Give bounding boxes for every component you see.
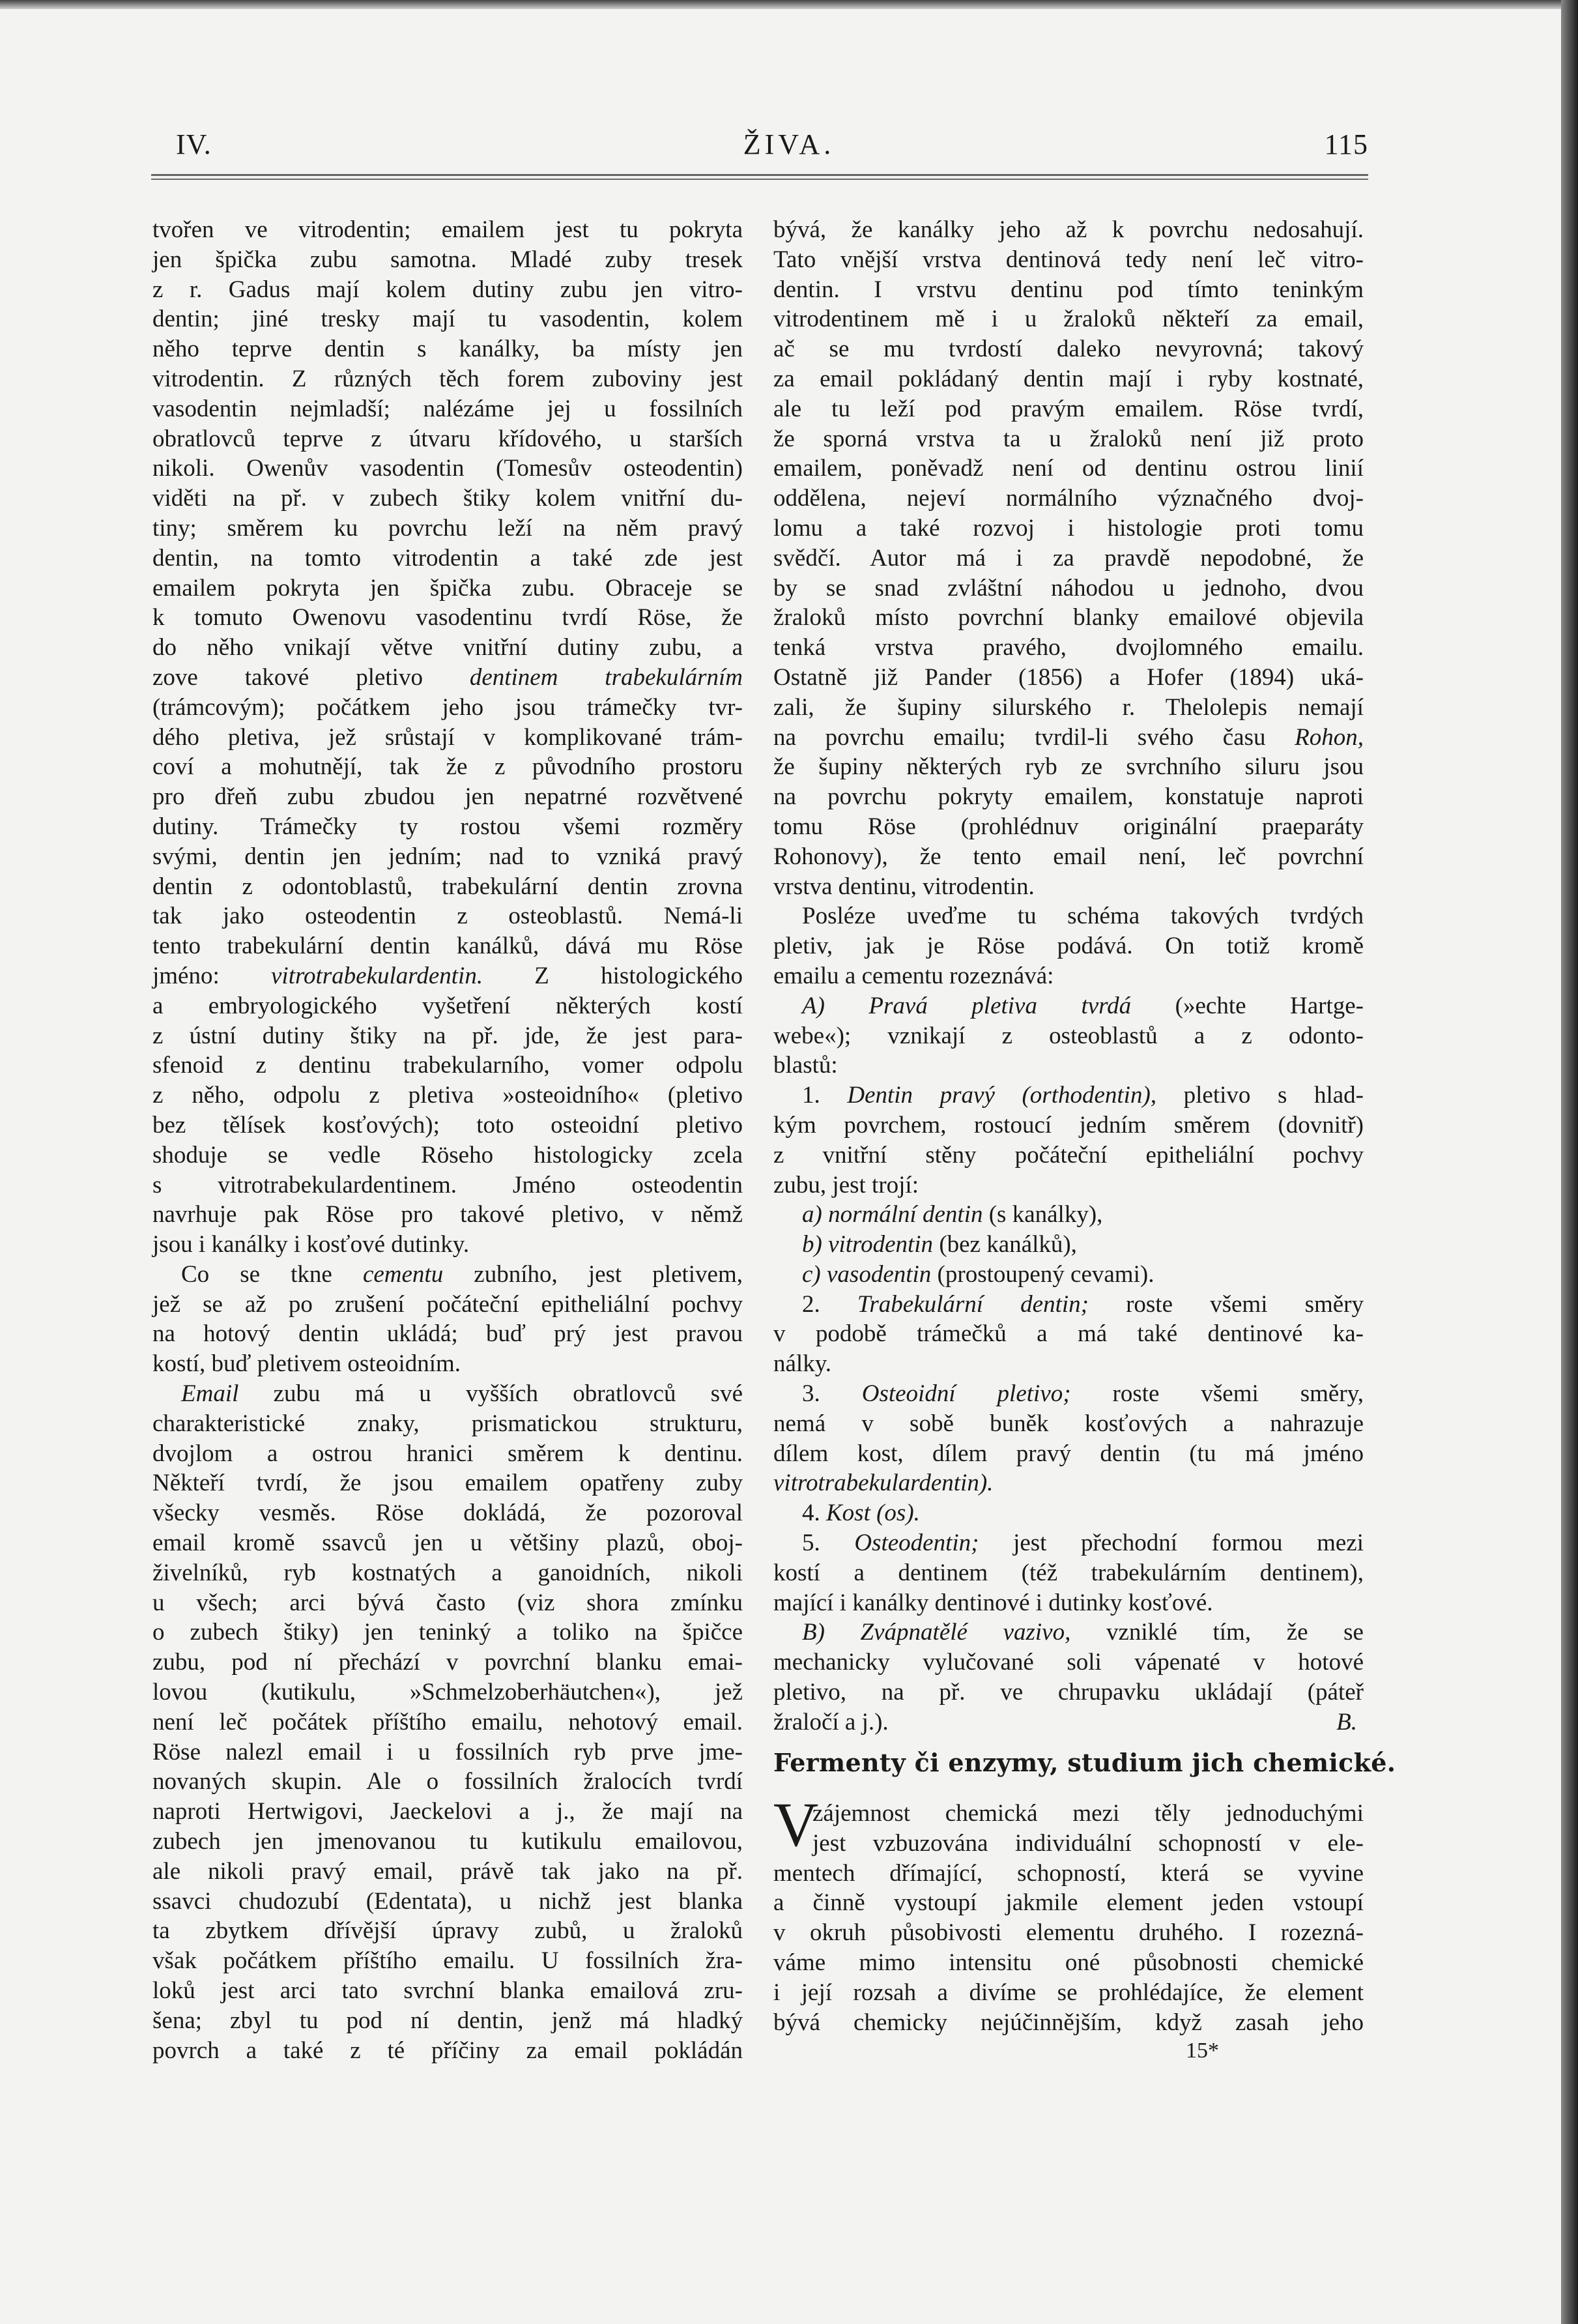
text: kým povrchem, rostoucí jedním směrem (dovnitř) bbox=[773, 1111, 1364, 1139]
text: váme mimo intensitu oné působnosti chemické bbox=[773, 1949, 1364, 1976]
text: Posléze uveďme tu schéma takových tvrdých bbox=[802, 903, 1364, 930]
text: na povrchu emailu; tvrdil-li svého času bbox=[773, 723, 1295, 751]
text-line bbox=[152, 663, 743, 693]
text-line bbox=[773, 1588, 1364, 1618]
text: bez tělísek kosťových); toto osteoidní pletivo bbox=[152, 1111, 743, 1139]
text-line bbox=[152, 1618, 743, 1648]
text: novaných skupin. Ale o fossilních žralocích tvrdí bbox=[152, 1768, 743, 1795]
text: zubu, pod ní přechází v povrchní blanku emai- bbox=[152, 1649, 743, 1676]
text-line bbox=[773, 1290, 1364, 1320]
text-line bbox=[773, 812, 1364, 842]
text-line bbox=[773, 1170, 1364, 1200]
text: emailem pokryta jen špička zubu. Obraceje se bbox=[152, 574, 743, 602]
text-line bbox=[152, 2036, 743, 2066]
text: lovou (kutikulu, »Schmelzoberhäutchen«), jež bbox=[152, 1679, 743, 1706]
text-line bbox=[152, 1260, 743, 1290]
text-line bbox=[152, 1021, 743, 1051]
text: vitrodentin. Z různých těch forem zuboviny jest bbox=[152, 365, 743, 392]
text-line bbox=[773, 275, 1364, 305]
italic-text: Email bbox=[181, 1380, 239, 1408]
text-line bbox=[152, 2006, 743, 2036]
text: i její rozsah a divíme se prohlédajíce, že element bbox=[773, 1979, 1364, 2006]
text: ta zbytkem dřívější úpravy zubů, u žraloků bbox=[152, 1917, 743, 1945]
volume-number: IV. bbox=[176, 128, 212, 160]
text: email kromě ssavců jen u většiny plazů, oboj- bbox=[152, 1530, 743, 1557]
text-line bbox=[773, 1468, 1364, 1498]
text-line bbox=[773, 304, 1364, 334]
left-column bbox=[152, 215, 743, 2065]
text: vitrodentinem mě i u žraloků někteří za email, bbox=[773, 306, 1364, 333]
text: nikoli. Owenův vasodentin (Tomesův osteodentin) bbox=[152, 455, 743, 482]
text-line bbox=[152, 514, 743, 544]
text: tiny; směrem ku povrchu leží na něm pravý bbox=[152, 514, 743, 542]
text-line bbox=[773, 1200, 1364, 1230]
text: charakteristické znaky, prismatickou strukturu, bbox=[152, 1410, 743, 1437]
text: (»echte Hartge- bbox=[1131, 992, 1364, 1019]
italic-text: vitrotrabekulardentin. bbox=[271, 962, 483, 989]
text-line bbox=[152, 603, 743, 633]
text: (bez kanálků), bbox=[933, 1231, 1077, 1258]
italic-text: Osteodentin; bbox=[854, 1530, 979, 1557]
text: vzniklé tím, že se bbox=[1070, 1619, 1364, 1646]
text: bývá, že kanálky jeho až k povrchu nedosahují. bbox=[773, 216, 1364, 243]
text: tvořen ve vitrodentin; emailem jest tu pokryta bbox=[152, 216, 743, 243]
text: Co se tkne bbox=[181, 1260, 363, 1288]
text: žraloků místo povrchní blanky emailové objevila bbox=[773, 604, 1364, 632]
text-line bbox=[152, 215, 743, 245]
text-line bbox=[152, 574, 743, 603]
text: tomu Röse (prohlédnuv originální praeparáty bbox=[773, 813, 1364, 840]
italic-text: Dentin pravý (orthodentin), bbox=[847, 1082, 1157, 1109]
text: o zubech štiky) jen teninký a toliko na špičce bbox=[152, 1619, 743, 1646]
text: na povrchu pokryty emailem, konstatuje naproti bbox=[773, 783, 1364, 811]
text: vrstva dentinu, vitrodentin. bbox=[773, 873, 1035, 900]
text-line bbox=[152, 991, 743, 1021]
text: zájemnost chemická mezi těly jednoduchými bbox=[812, 1800, 1364, 1827]
text: dutiny. Trámečky ty rostou všemi rozměry bbox=[152, 813, 743, 840]
text-line bbox=[152, 693, 743, 723]
text: nálky. bbox=[773, 1350, 832, 1378]
text-line bbox=[152, 931, 743, 961]
text-line bbox=[773, 1439, 1364, 1469]
text: roste všemi směry bbox=[1088, 1290, 1364, 1318]
text: jen špička zubu samotna. Mladé zuby tresek bbox=[152, 246, 743, 273]
text: ale tu leží pod pravým emailem. Röse tvrdí, bbox=[773, 395, 1364, 422]
italic-text: vitrotrabekulardentin). bbox=[773, 1470, 994, 1497]
text-line bbox=[152, 364, 743, 394]
text: v podobě trámečků a má také dentinové ka- bbox=[773, 1320, 1364, 1348]
text: jež se až po zrušení počáteční epitheliální pochvy bbox=[152, 1290, 743, 1318]
text-line bbox=[152, 304, 743, 334]
text: kostí a dentinem (též trabekulárním dentinem), bbox=[773, 1559, 1364, 1586]
text: pro dřeň zubu zbudou jen nepatrné rozvětvené bbox=[152, 783, 743, 811]
text: jsou i kanálky i kosťové dutinky. bbox=[152, 1231, 470, 1258]
text-line bbox=[152, 1379, 743, 1409]
text: tento trabekulární dentin kanálků, dává mu Röse bbox=[152, 933, 743, 960]
italic-text: Trabekulární dentin; bbox=[857, 1290, 1089, 1318]
text: Někteří tvrdí, že jsou emailem opatřeny zuby bbox=[152, 1470, 743, 1497]
text-line bbox=[773, 2008, 1364, 2038]
text-line bbox=[152, 1051, 743, 1081]
text: lomu a také rozvoj i histologie proti tomu bbox=[773, 514, 1364, 542]
text: mechanicky vylučované soli vápenaté v hotové bbox=[773, 1649, 1364, 1676]
text-line bbox=[773, 603, 1364, 633]
header-rule-bottom bbox=[151, 179, 1368, 180]
text-line bbox=[773, 334, 1364, 364]
italic-text: b) vitrodentin bbox=[802, 1231, 934, 1258]
text: coví a mohutnějí, tak že z původního prostoru bbox=[152, 753, 743, 781]
text-line bbox=[152, 1439, 743, 1469]
text: pletivo s hlad- bbox=[1156, 1082, 1364, 1109]
text-line bbox=[773, 842, 1364, 872]
text: povrch a také z té příčiny za email pokládán bbox=[152, 2037, 743, 2064]
text: (prostoupený cevami). bbox=[931, 1260, 1155, 1288]
section-paragraph bbox=[773, 1799, 1364, 2037]
text: z r. Gadus mají kolem dutiny zubu jen vitro- bbox=[152, 276, 743, 303]
text: zali, že šupiny silurského r. Thelolepis nemají bbox=[773, 693, 1364, 721]
text: emailem, poněvadž není od dentinu ostrou linií bbox=[773, 455, 1364, 482]
italic-text: Osteoidní pletivo; bbox=[861, 1380, 1071, 1408]
text-line bbox=[773, 245, 1364, 275]
text: sfenoid z dentinu trabekularního, vomer odpolu bbox=[152, 1052, 743, 1079]
text-line bbox=[152, 1111, 743, 1140]
italic-text: B) Zvápnatělé vazivo, bbox=[802, 1619, 1071, 1646]
text-line bbox=[773, 1140, 1364, 1170]
italic-text: A) Pravá pletiva tvrdá bbox=[802, 992, 1132, 1019]
text: šena; zbyl tu pod ní dentin, jenž má hladký bbox=[152, 2007, 743, 2034]
text: oddělena, nejeví normálního význačného dvoj- bbox=[773, 485, 1364, 512]
text-line bbox=[773, 1409, 1364, 1439]
text-line bbox=[773, 1349, 1364, 1379]
text: shoduje se vedle Röseho histologicky zcela bbox=[152, 1141, 743, 1169]
text: dílem kost, dílem pravý dentin (tu má jméno bbox=[773, 1440, 1364, 1467]
italic-text: dentinem trabekulárním bbox=[469, 663, 743, 691]
text: k tomuto Owenovu vasodentinu tvrdí Röse, že bbox=[152, 604, 743, 632]
journal-title: ŽIVA. bbox=[743, 128, 835, 160]
text-line bbox=[152, 1200, 743, 1230]
text: zubního, jest pletivem, bbox=[443, 1260, 743, 1288]
text-line bbox=[773, 544, 1364, 574]
text: zubu má u vyšších obratlovců své bbox=[238, 1380, 743, 1408]
text: dentin. I vrstvu dentinu pod tímto teninkým bbox=[773, 276, 1364, 303]
text-line bbox=[773, 1707, 1364, 1737]
signature-mark: 15* bbox=[1186, 2039, 1219, 2063]
text-line bbox=[773, 514, 1364, 544]
text: Z histologického bbox=[483, 962, 743, 989]
text-line bbox=[773, 961, 1364, 991]
text: Röse nalezl email i u fossilních ryb prve jme- bbox=[152, 1738, 743, 1765]
text-line bbox=[773, 1528, 1364, 1558]
text-line bbox=[773, 364, 1364, 394]
text-line bbox=[152, 1588, 743, 1618]
text: emailu a cementu rozeznává: bbox=[773, 962, 1054, 989]
text-line bbox=[152, 1648, 743, 1678]
text: ssavci chudozubí (Edentata), u nichž jest blanka bbox=[152, 1887, 743, 1915]
text-line bbox=[773, 1558, 1364, 1588]
text: dentin, na tomto vitrodentin a také zde jest bbox=[152, 544, 743, 572]
text-line bbox=[773, 1111, 1364, 1140]
text: tak jako osteodentin z osteoblastů. Nemá-li bbox=[152, 903, 743, 930]
text-line bbox=[152, 1946, 743, 1976]
text: mentech dřímající, schopností, která se vyvine bbox=[773, 1859, 1364, 1887]
text-line bbox=[773, 1230, 1364, 1260]
drop-cap: V bbox=[773, 1790, 819, 1859]
text: zove takové pletivo bbox=[152, 663, 470, 691]
text-line bbox=[152, 394, 743, 424]
text: jest vzbuzována individuální schopností v ele- bbox=[812, 1829, 1364, 1857]
text-line bbox=[773, 782, 1364, 812]
text-line bbox=[152, 1827, 743, 1857]
text: nemá v sobě buněk kosťových a nahrazuje bbox=[773, 1410, 1364, 1437]
text: s vitrotrabekulardentinem. Jméno osteodentin bbox=[152, 1171, 743, 1198]
text-line bbox=[152, 1349, 743, 1379]
text-line bbox=[152, 1976, 743, 2006]
text-line bbox=[773, 1829, 1364, 1859]
text-line bbox=[152, 424, 743, 454]
text-line bbox=[152, 1678, 743, 1707]
text-line bbox=[152, 1887, 743, 1917]
text: není leč počátek příštího emailu, nehotový email. bbox=[152, 1708, 743, 1736]
text-line bbox=[152, 1857, 743, 1887]
text: svými, dentin jen jedním; nad to vzniká pravý bbox=[152, 843, 743, 870]
author-initial: B. bbox=[1336, 1708, 1357, 1736]
text: něho teprve dentin s kanálky, ba místy jen bbox=[152, 336, 743, 363]
text-line bbox=[152, 1707, 743, 1737]
text-line bbox=[152, 1558, 743, 1588]
italic-text: Kost (os). bbox=[826, 1500, 920, 1527]
text-line bbox=[773, 752, 1364, 782]
text: kostí, buď pletivem osteoidním. bbox=[152, 1350, 461, 1378]
text: u všech; arci bývá často (viz shora zmínku bbox=[152, 1589, 743, 1616]
text-line bbox=[152, 842, 743, 872]
text: by se snad zvláštní náhodou u jednoho, dvou bbox=[773, 574, 1364, 602]
text: 1. bbox=[802, 1082, 848, 1109]
text-line bbox=[773, 484, 1364, 514]
text: vasodentin nejmladší; nalézáme jej u fossilních bbox=[152, 395, 743, 422]
text: z ústní dutiny štiky na př. jde, že jest para- bbox=[152, 1022, 743, 1049]
text-line bbox=[152, 633, 743, 663]
text-line bbox=[773, 1948, 1364, 1978]
text-line bbox=[152, 812, 743, 842]
text-line bbox=[773, 1618, 1364, 1648]
text: dentin; jiné tresky mají tu vasodentin, kolem bbox=[152, 306, 743, 333]
text: 2. bbox=[802, 1290, 857, 1318]
text-line bbox=[152, 484, 743, 514]
text: a činně vystoupí jakmile element jeden vstoupí bbox=[773, 1889, 1364, 1917]
text-line bbox=[152, 1498, 743, 1528]
text-line bbox=[152, 1081, 743, 1111]
text-line bbox=[773, 901, 1364, 931]
text-line bbox=[152, 1528, 743, 1558]
header-rule-top bbox=[151, 174, 1368, 176]
text: pletivo, na př. ve chrupavku ukládají (páteř bbox=[773, 1679, 1364, 1706]
text-line bbox=[152, 1737, 743, 1767]
text-line bbox=[773, 1021, 1364, 1051]
text-line bbox=[152, 1767, 743, 1797]
text: (trámcovým); počátkem jeho jsou trámečky tvr- bbox=[152, 693, 743, 721]
text-line bbox=[773, 931, 1364, 961]
text-line bbox=[773, 1081, 1364, 1111]
italic-text: a) normální dentin bbox=[802, 1201, 983, 1228]
text-line bbox=[152, 1797, 743, 1827]
text-line bbox=[152, 961, 743, 991]
scan-edge-top bbox=[0, 0, 1578, 9]
text: Ostatně již Pander (1856) a Hofer (1894) uká- bbox=[773, 663, 1364, 691]
text-line bbox=[773, 1918, 1364, 1948]
text-line bbox=[773, 633, 1364, 663]
text: z vnitřní stěny počáteční epitheliální pochvy bbox=[773, 1141, 1364, 1169]
text-line bbox=[152, 723, 743, 753]
text: navrhuje pak Röse pro takové pletivo, v němž bbox=[152, 1201, 743, 1228]
text-line bbox=[773, 394, 1364, 424]
text-line bbox=[152, 454, 743, 484]
right-column bbox=[773, 215, 1364, 1737]
italic-text: Rohon, bbox=[1295, 723, 1364, 751]
text: naproti Hertwigovi, Jaeckelovi a j., že mají na bbox=[152, 1798, 743, 1825]
text: svědčí. Autor má i za pravdě nepodobné, že bbox=[773, 544, 1364, 572]
text-line bbox=[152, 1230, 743, 1260]
text: tenká vrstva pravého, dvojlomného emailu. bbox=[773, 634, 1364, 661]
text-line bbox=[152, 1468, 743, 1498]
text-line bbox=[773, 1978, 1364, 2008]
text: roste všemi směry, bbox=[1070, 1380, 1364, 1408]
text: do něho vnikají větve vnitřní dutiny zubu, a bbox=[152, 634, 743, 661]
text: blastů: bbox=[773, 1052, 838, 1079]
italic-text: cementu bbox=[362, 1260, 444, 1288]
text: žraločí a j.). bbox=[773, 1708, 889, 1736]
text-line bbox=[152, 544, 743, 574]
text-line bbox=[152, 782, 743, 812]
text-line bbox=[773, 1888, 1364, 1918]
text: že šupiny některých ryb ze svrchního siluru jsou bbox=[773, 753, 1364, 781]
text: obratlovců teprve z útvaru křídového, u starších bbox=[152, 425, 743, 452]
text-line bbox=[152, 245, 743, 275]
text: živelníků, ryb kostnatých a ganoidních, nikoli bbox=[152, 1559, 743, 1586]
text: 3. bbox=[802, 1380, 862, 1408]
text: a embryologického vyšetření některých kostí bbox=[152, 992, 743, 1019]
text: mající i kanálky dentinové i dutinky kosťové. bbox=[773, 1589, 1213, 1616]
text: dentin z odontoblastů, trabekulární dentin zrovna bbox=[152, 873, 743, 900]
text-line bbox=[152, 1140, 743, 1170]
text-line bbox=[773, 1051, 1364, 1081]
text: jméno: bbox=[152, 962, 271, 989]
text: (s kanálky), bbox=[983, 1201, 1103, 1228]
text-line bbox=[152, 1409, 743, 1439]
text-line bbox=[773, 723, 1364, 753]
text: loků jest arci tato svrchní blanka emailová zru- bbox=[152, 1977, 743, 2005]
text: ale nikoli pravý email, právě tak jako na př. bbox=[152, 1857, 743, 1885]
text: zubu, jest trojí: bbox=[773, 1171, 919, 1198]
text-line bbox=[152, 1319, 743, 1349]
text-line bbox=[152, 334, 743, 364]
text: Tato vnější vrstva dentinová tedy není leč vitro- bbox=[773, 246, 1364, 273]
text: za email pokládaný dentin mají i ryby kostnaté, bbox=[773, 365, 1364, 392]
text: zubech jen jmenovanou tu kutikulu emailovou, bbox=[152, 1828, 743, 1855]
text-line bbox=[773, 1799, 1364, 1829]
text: z něho, odpolu z pletiva »osteoidního« (pletivo bbox=[152, 1082, 743, 1109]
text: v okruh působivosti elementu druhého. I rozezná- bbox=[773, 1919, 1364, 1947]
scan-edge-right bbox=[1561, 0, 1578, 2324]
text-line bbox=[773, 872, 1364, 902]
text: webe«); vznikají z osteoblastů a z odonto- bbox=[773, 1022, 1364, 1049]
text: 5. bbox=[802, 1530, 855, 1557]
italic-text: c) vasodentin bbox=[802, 1260, 932, 1288]
text: všecky vesměs. Röse dokládá, že pozoroval bbox=[152, 1500, 743, 1527]
text-line bbox=[773, 1260, 1364, 1290]
text-line bbox=[773, 424, 1364, 454]
text: 4. bbox=[802, 1500, 826, 1527]
section-heading: Fermenty či enzymy, studium jich chemické. bbox=[773, 1748, 1396, 1777]
text-line bbox=[773, 1678, 1364, 1707]
text-line bbox=[152, 1916, 743, 1946]
text: na hotový dentin ukládá; buď prý jest pravou bbox=[152, 1320, 743, 1348]
text-line bbox=[152, 872, 743, 902]
page-number: 115 bbox=[1324, 128, 1368, 160]
text-line bbox=[773, 1379, 1364, 1409]
text: dvojlom a ostrou hranici směrem k dentinu. bbox=[152, 1440, 743, 1467]
text-line bbox=[152, 752, 743, 782]
text: však počátkem příštího emailu. U fossilních žra- bbox=[152, 1947, 743, 1975]
text-line bbox=[773, 663, 1364, 693]
text-line bbox=[773, 454, 1364, 484]
text-line bbox=[152, 1170, 743, 1200]
text: Rohonovy), že tento email není, leč povrchní bbox=[773, 843, 1364, 870]
text-line bbox=[773, 991, 1364, 1021]
text-line bbox=[773, 693, 1364, 723]
text: viděti na př. v zubech štiky kolem vnitřní du- bbox=[152, 485, 743, 512]
text: ač se mu tvrdostí daleko nevyrovná; takový bbox=[773, 336, 1364, 363]
text: jest přechodní formou mezi bbox=[979, 1530, 1364, 1557]
text: bývá chemicky nejúčinnějším, když zasah jeho bbox=[773, 2009, 1364, 2036]
text-line bbox=[773, 1859, 1364, 1889]
text-line bbox=[773, 574, 1364, 603]
text-line bbox=[773, 1498, 1364, 1528]
text-line bbox=[152, 1290, 743, 1320]
text-line bbox=[773, 215, 1364, 245]
text-line bbox=[773, 1648, 1364, 1678]
text: pletiv, jak je Röse podává. On totiž kromě bbox=[773, 933, 1364, 960]
text: že sporná vrstva ta u žraloků není již proto bbox=[773, 425, 1364, 452]
text: dého pletiva, jež srůstají v komplikované trám- bbox=[152, 723, 743, 751]
text-line bbox=[152, 901, 743, 931]
text-line bbox=[152, 275, 743, 305]
text-line bbox=[773, 1319, 1364, 1349]
